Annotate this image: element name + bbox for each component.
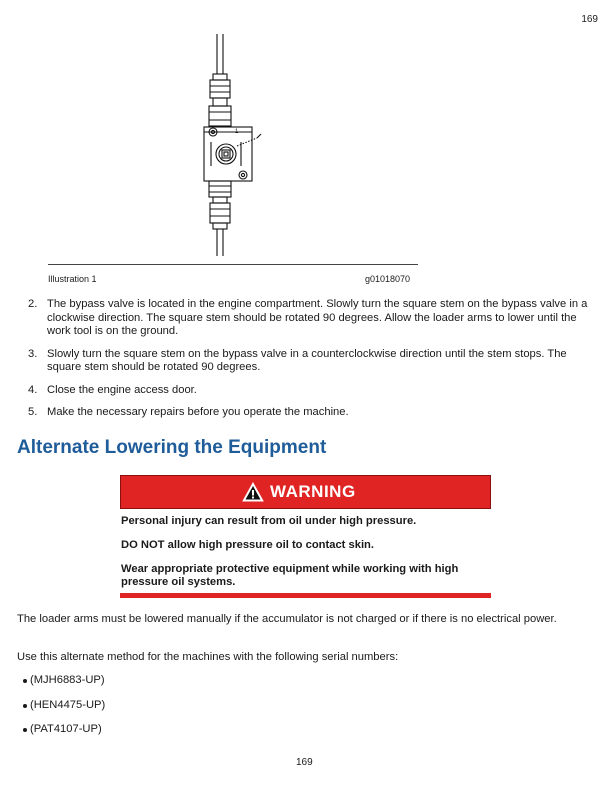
warning-triangle-icon	[242, 482, 264, 502]
warning-line: Wear appropriate protective equipment while working with high pressure oil systems.	[121, 563, 459, 588]
warning-message	[121, 515, 491, 600]
figure-caption: Illustration 1	[48, 274, 97, 284]
step-item: 4. Close the engine access door.	[28, 383, 197, 396]
figure-rule	[48, 264, 418, 265]
bullet-icon	[23, 679, 27, 683]
callout-label: 1	[235, 129, 239, 135]
figure-id: g01018070	[365, 274, 411, 284]
bypass-valve-illustration	[185, 34, 295, 256]
step-item: 5. Make the necessary repairs before you operate the machine.	[28, 406, 349, 418]
section-title: Alternate Lowering the Equipment	[17, 437, 327, 458]
body-paragraph: Use this alternate method for the machines with the following serial numbers:	[17, 651, 399, 663]
page-number-bottom: 169	[296, 757, 313, 768]
warning-label: WARNING	[270, 482, 356, 501]
bullet-icon	[23, 728, 27, 732]
step-item: 3. Slowly turn the square stem on the bypass valve in a counterclockwise direction until the stem stops. The square stem should be rotated 90 degrees.	[28, 347, 567, 373]
page-number-top: 169	[581, 14, 598, 25]
warning-line: Personal injury can result from oil under high pressure.	[121, 515, 417, 527]
bullet-icon	[23, 704, 27, 708]
list-item: (PAT4107-UP)	[17, 723, 105, 737]
list-item: (MJH6883-UP)	[17, 674, 105, 688]
warning-banner	[120, 475, 491, 509]
warning-bottom-bar	[120, 593, 491, 598]
warning-line: DO NOT allow high pressure oil to contact skin.	[121, 539, 374, 551]
list-item: (HEN4475-UP)	[17, 699, 105, 713]
serial-number-list	[17, 674, 105, 748]
step-item: 2. The bypass valve is located in the engine compartment. Slowly turn the square stem on the bypass valve in a clockwise direction. The square stem should be rotated 90 degrees. Allow the loader arms to lower until the work tool is on the ground.	[28, 298, 588, 337]
body-paragraph: The loader arms must be lowered manually if the accumulator is not charged or if there is no electrical power.	[17, 613, 557, 625]
procedure-steps	[18, 298, 593, 429]
